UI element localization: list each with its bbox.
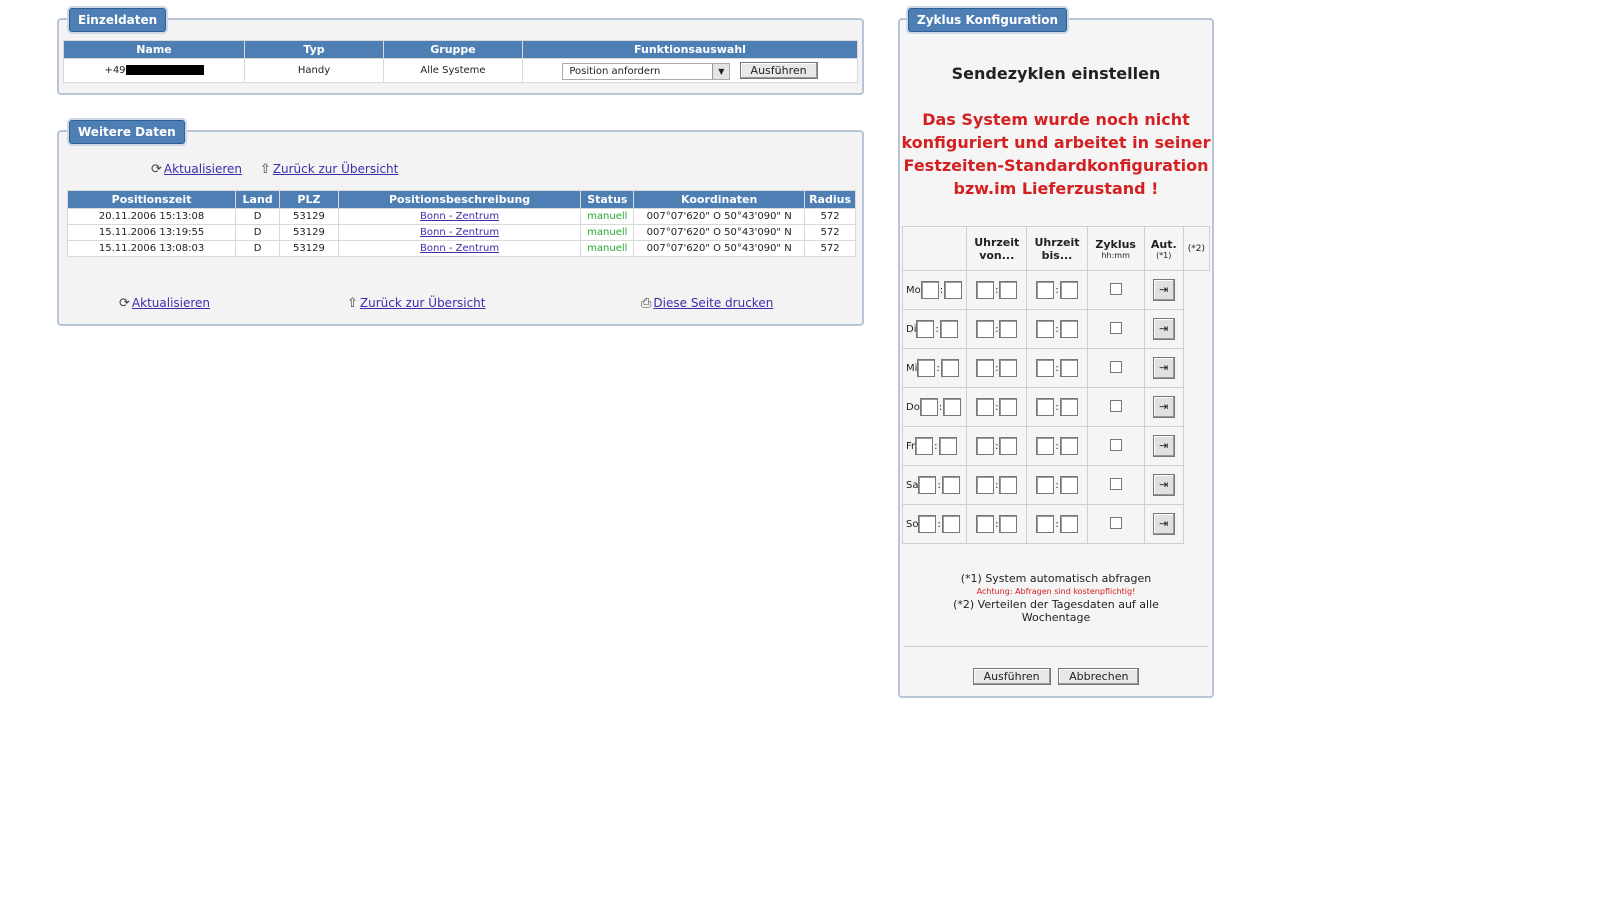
header-copy-label: (*2) xyxy=(1183,227,1209,271)
table-row xyxy=(68,225,856,241)
table-row xyxy=(903,271,1210,310)
cycle-cell xyxy=(1027,310,1087,349)
copy-cell xyxy=(1144,427,1183,466)
cycle-cell xyxy=(1027,271,1087,310)
day-name: Fr xyxy=(906,441,916,452)
table-row xyxy=(903,427,1210,466)
table-row xyxy=(68,241,856,257)
auto-cell xyxy=(1087,271,1144,310)
weitere-daten-tab: Weitere Daten xyxy=(69,120,185,144)
to-cell xyxy=(967,271,1027,310)
name-cell xyxy=(64,59,245,83)
copy-cell xyxy=(1144,310,1183,349)
typ-cell: Handy xyxy=(245,59,384,83)
cycle-hour-input[interactable] xyxy=(1036,320,1054,338)
day-name: Mo xyxy=(906,285,921,296)
copy-cell xyxy=(1144,349,1183,388)
copy-day-button[interactable]: ⇥ xyxy=(1153,279,1175,301)
execute-button[interactable]: Ausführen xyxy=(740,62,818,79)
printer-icon: ⎙ xyxy=(641,296,652,311)
from-minute-input[interactable] xyxy=(942,476,960,494)
from-minute-input[interactable] xyxy=(943,398,961,416)
time-separator: : xyxy=(937,518,941,530)
einzeldaten-panel xyxy=(57,13,864,95)
up-arrow-icon: ⇧ xyxy=(259,162,271,177)
from-hour-input[interactable] xyxy=(918,476,936,494)
cycle-hour-input[interactable] xyxy=(1036,359,1054,377)
to-hour-input[interactable] xyxy=(976,281,994,299)
day-name: So xyxy=(906,519,919,530)
to-hour-input[interactable] xyxy=(976,515,994,533)
footnote-2-line2: Wochentage xyxy=(1021,611,1091,624)
submit-button[interactable]: Ausführen xyxy=(973,668,1051,685)
header-status: Status xyxy=(581,191,634,209)
table-row xyxy=(903,466,1210,505)
table-row xyxy=(903,310,1210,349)
from-minute-input[interactable] xyxy=(941,359,959,377)
refresh-link-top[interactable]: Aktualisieren xyxy=(163,162,243,176)
table-row xyxy=(903,505,1210,544)
beschreibung-cell xyxy=(338,209,581,225)
zeit-cell: 15.11.2006 13:19:55 xyxy=(68,225,236,241)
warning-line: Das System wurde noch nicht xyxy=(922,110,1190,129)
from-hour-input[interactable] xyxy=(916,320,934,338)
header-funktionsauswahl: Funktionsauswahl xyxy=(523,41,858,59)
to-cell xyxy=(967,427,1027,466)
cycle-hour-input[interactable] xyxy=(1036,476,1054,494)
header-positionsbeschreibung: Positionsbeschreibung xyxy=(338,191,581,209)
plz-cell: 53129 xyxy=(280,241,339,257)
footnote-2: (*2) Verteilen der Tagesdaten auf alle xyxy=(953,598,1159,611)
to-minute-input[interactable] xyxy=(999,437,1017,455)
auto-cell xyxy=(1087,427,1144,466)
auto-checkbox[interactable] xyxy=(1110,478,1122,490)
cycle-minute-input[interactable] xyxy=(1060,320,1078,338)
day-name: Sa xyxy=(906,480,919,491)
time-separator: : xyxy=(995,323,999,335)
time-separator: : xyxy=(995,401,999,413)
header-plz: PLZ xyxy=(280,191,339,209)
back-link-top[interactable]: Zurück zur Übersicht xyxy=(272,162,399,176)
auto-cell xyxy=(1087,505,1144,544)
table-row xyxy=(903,388,1210,427)
cycle-cell xyxy=(1027,349,1087,388)
time-separator: : xyxy=(936,362,940,374)
time-separator: : xyxy=(1055,479,1059,491)
to-minute-input[interactable] xyxy=(999,359,1017,377)
refresh-icon: ⟳ xyxy=(119,296,130,311)
header-von-label: Uhrzeit von... xyxy=(967,227,1027,271)
chevron-down-icon[interactable]: ▼ xyxy=(712,64,729,79)
bottom-refresh xyxy=(119,296,210,311)
cycle-hour-input[interactable] xyxy=(1036,515,1054,533)
auto-checkbox[interactable] xyxy=(1110,400,1122,412)
auto-checkbox[interactable] xyxy=(1110,322,1122,334)
einzeldaten-table xyxy=(63,40,858,83)
auto-cell xyxy=(1087,388,1144,427)
positions-table xyxy=(67,190,856,257)
to-hour-input[interactable] xyxy=(976,476,994,494)
day-name: Mi xyxy=(906,363,918,374)
weitere-daten-panel xyxy=(57,125,864,326)
table-row xyxy=(903,349,1210,388)
koordinaten-cell: 007°07'620" O 50°43'090" N xyxy=(634,209,805,225)
bottom-print xyxy=(641,296,773,311)
funktion-cell xyxy=(523,59,858,83)
refresh-link-bottom[interactable]: Aktualisieren xyxy=(131,296,211,310)
plz-cell: 53129 xyxy=(280,209,339,225)
config-warning xyxy=(900,108,1212,200)
cycle-minute-input[interactable] xyxy=(1060,515,1078,533)
to-hour-input[interactable] xyxy=(976,359,994,377)
radius-cell: 572 xyxy=(805,209,856,225)
auto-cell xyxy=(1087,349,1144,388)
bottom-back xyxy=(347,296,486,311)
zyklus-panel xyxy=(898,13,1214,698)
copy-cell xyxy=(1144,505,1183,544)
to-hour-input[interactable] xyxy=(976,437,994,455)
time-separator: : xyxy=(995,284,999,296)
to-cell xyxy=(967,505,1027,544)
copy-cell xyxy=(1144,466,1183,505)
header-von xyxy=(903,227,967,271)
copy-day-button[interactable]: ⇥ xyxy=(1153,318,1175,340)
name-prefix: +49 xyxy=(104,65,126,76)
time-separator: : xyxy=(995,362,999,374)
to-minute-input[interactable] xyxy=(999,281,1017,299)
time-separator: : xyxy=(935,323,939,335)
cycle-hour-input[interactable] xyxy=(1036,398,1054,416)
radius-cell: 572 xyxy=(805,241,856,257)
time-separator: : xyxy=(995,518,999,530)
land-cell: D xyxy=(236,241,280,257)
from-hour-input[interactable] xyxy=(915,437,933,455)
copy-day-button[interactable]: ⇥ xyxy=(1153,357,1175,379)
copy-day-button[interactable]: ⇥ xyxy=(1153,513,1175,535)
from-hour-input[interactable] xyxy=(917,359,935,377)
from-hour-input[interactable] xyxy=(921,281,939,299)
header-name: Name xyxy=(64,41,245,59)
print-link[interactable]: Diese Seite drucken xyxy=(653,296,774,310)
cycle-minute-input[interactable] xyxy=(1060,281,1078,299)
cycle-cell xyxy=(1027,388,1087,427)
koordinaten-cell: 007°07'620" O 50°43'090" N xyxy=(634,225,805,241)
location-link[interactable]: Bonn - Zentrum xyxy=(420,227,500,238)
top-links xyxy=(151,162,398,177)
warning-line: bzw.im Lieferzustand ! xyxy=(953,179,1159,198)
day-label xyxy=(903,388,967,427)
from-minute-input[interactable] xyxy=(939,437,957,455)
header-gruppe: Gruppe xyxy=(384,41,523,59)
divider xyxy=(904,646,1208,647)
cycle-cell xyxy=(1027,427,1087,466)
time-separator: : xyxy=(1055,518,1059,530)
copy-day-button[interactable]: ⇥ xyxy=(1153,435,1175,457)
cycle-cell xyxy=(1027,505,1087,544)
to-minute-input[interactable] xyxy=(999,476,1017,494)
auto-cell xyxy=(1087,466,1144,505)
zeit-cell: 15.11.2006 13:08:03 xyxy=(68,241,236,257)
day-label xyxy=(903,466,967,505)
header-bis-label: Uhrzeit bis... xyxy=(1027,227,1087,271)
up-arrow-icon: ⇧ xyxy=(347,296,358,311)
header-typ: Typ xyxy=(245,41,384,59)
cycle-hour-input[interactable] xyxy=(1036,281,1054,299)
time-separator: : xyxy=(939,284,944,296)
land-cell: D xyxy=(236,209,280,225)
time-separator: : xyxy=(1055,323,1059,335)
cycle-minute-input[interactable] xyxy=(1060,398,1078,416)
cycle-minute-input[interactable] xyxy=(1060,437,1078,455)
zyklus-title: Sendezyklen einstellen xyxy=(951,64,1161,83)
function-select[interactable] xyxy=(562,63,730,80)
cancel-button[interactable]: Abbrechen xyxy=(1058,668,1139,685)
refresh-icon: ⟳ xyxy=(151,162,162,177)
header-aut-label: Aut. (*1) xyxy=(1144,227,1183,271)
status-cell: manuell xyxy=(581,225,634,241)
footnote-1: (*1) System automatisch abfragen xyxy=(960,572,1152,585)
header-land: Land xyxy=(236,191,280,209)
beschreibung-cell xyxy=(338,225,581,241)
koordinaten-cell: 007°07'620" O 50°43'090" N xyxy=(634,241,805,257)
radius-cell: 572 xyxy=(805,225,856,241)
copy-cell xyxy=(1144,271,1183,310)
copy-day-button[interactable]: ⇥ xyxy=(1153,474,1175,496)
from-minute-input[interactable] xyxy=(942,515,960,533)
auto-cell xyxy=(1087,310,1144,349)
location-link[interactable]: Bonn - Zentrum xyxy=(420,243,500,254)
status-cell: manuell xyxy=(581,241,634,257)
day-label xyxy=(903,427,967,466)
to-cell xyxy=(967,349,1027,388)
status-cell: manuell xyxy=(581,209,634,225)
to-cell xyxy=(967,388,1027,427)
to-hour-input[interactable] xyxy=(976,398,994,416)
action-buttons xyxy=(900,668,1212,685)
day-label xyxy=(903,271,967,310)
function-select-value: Position anfordern xyxy=(569,65,661,77)
zeit-cell: 20.11.2006 15:13:08 xyxy=(68,209,236,225)
plz-cell: 53129 xyxy=(280,225,339,241)
einzeldaten-tab: Einzeldaten xyxy=(69,8,166,32)
zyklus-tab: Zyklus Konfiguration xyxy=(908,8,1067,32)
warning-line: Festzeiten-Standardkonfiguration xyxy=(903,156,1209,175)
to-cell xyxy=(967,310,1027,349)
time-separator: : xyxy=(1055,362,1059,374)
footnotes xyxy=(900,572,1212,624)
header-radius: Radius xyxy=(805,191,856,209)
time-separator: : xyxy=(995,440,999,452)
time-separator: : xyxy=(1055,284,1059,296)
table-row xyxy=(64,59,858,83)
from-minute-input[interactable] xyxy=(940,320,958,338)
table-row xyxy=(68,209,856,225)
cycle-cell xyxy=(1027,466,1087,505)
to-minute-input[interactable] xyxy=(999,398,1017,416)
footnote-cost-warning: Achtung: Abfragen sind kostenpflichtig! xyxy=(976,587,1136,596)
auto-checkbox[interactable] xyxy=(1110,517,1122,529)
from-hour-input[interactable] xyxy=(918,515,936,533)
header-positionszeit: Positionszeit xyxy=(68,191,236,209)
location-link[interactable]: Bonn - Zentrum xyxy=(420,211,500,222)
beschreibung-cell xyxy=(338,241,581,257)
day-label xyxy=(903,310,967,349)
land-cell: D xyxy=(236,225,280,241)
gruppe-cell: Alle Systeme xyxy=(384,59,523,83)
cycle-hour-input[interactable] xyxy=(1036,437,1054,455)
time-separator: : xyxy=(995,479,999,491)
cycle-minute-input[interactable] xyxy=(1060,476,1078,494)
auto-checkbox[interactable] xyxy=(1110,439,1122,451)
day-label xyxy=(903,505,967,544)
header-koordinaten: Koordinaten xyxy=(634,191,805,209)
redacted-number xyxy=(126,65,204,75)
warning-line: konfiguriert und arbeitet in seiner xyxy=(901,133,1211,152)
to-minute-input[interactable] xyxy=(999,515,1017,533)
time-separator: : xyxy=(934,440,938,452)
to-minute-input[interactable] xyxy=(999,320,1017,338)
day-name: Do xyxy=(906,402,920,413)
from-minute-input[interactable] xyxy=(944,281,962,299)
auto-checkbox[interactable] xyxy=(1110,283,1122,295)
time-separator: : xyxy=(1055,401,1059,413)
copy-day-button[interactable]: ⇥ xyxy=(1153,396,1175,418)
day-label xyxy=(903,349,967,388)
time-separator: : xyxy=(937,479,941,491)
auto-checkbox[interactable] xyxy=(1110,361,1122,373)
copy-cell xyxy=(1144,388,1183,427)
from-hour-input[interactable] xyxy=(920,398,938,416)
cycle-table xyxy=(902,226,1210,544)
day-name: Di xyxy=(906,324,917,335)
header-zyklus-label: Zyklus hh:mm xyxy=(1087,227,1144,271)
cycle-minute-input[interactable] xyxy=(1060,359,1078,377)
time-separator: : xyxy=(1055,440,1059,452)
back-link-bottom[interactable]: Zurück zur Übersicht xyxy=(359,296,486,310)
time-separator: : xyxy=(938,401,943,413)
to-hour-input[interactable] xyxy=(976,320,994,338)
to-cell xyxy=(967,466,1027,505)
